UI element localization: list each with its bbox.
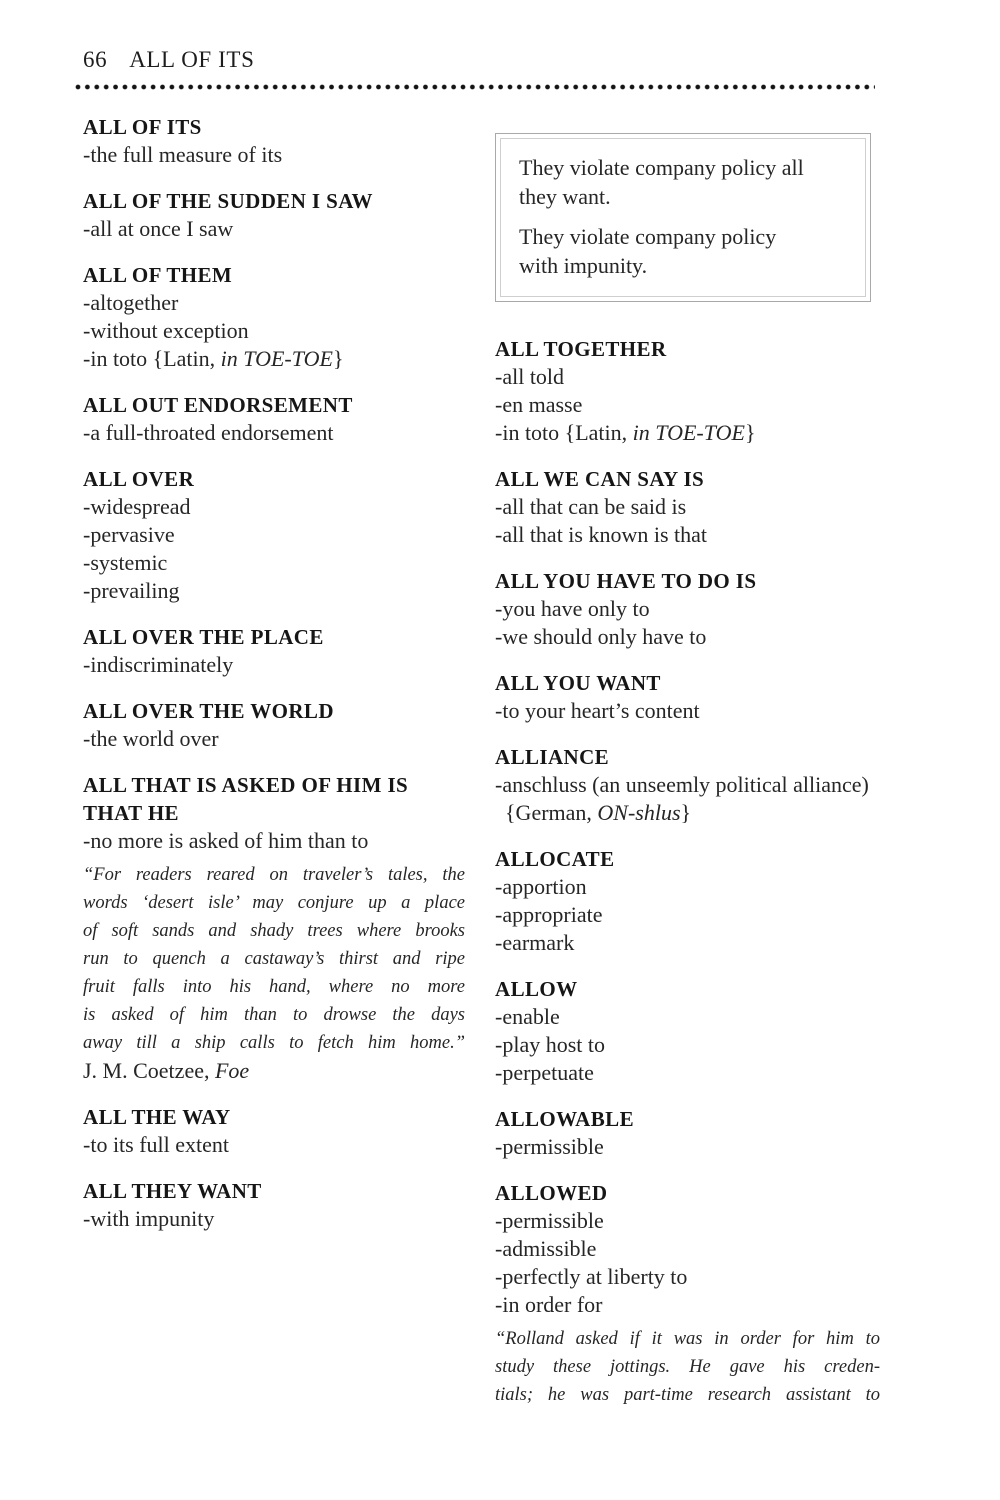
entry-all-of-its bbox=[83, 113, 465, 169]
entry-sense: -with impunity bbox=[83, 1206, 215, 1231]
entry-all-out-endorsement bbox=[83, 391, 465, 447]
entry-sense: -in toto {Latin, in TOE-TOE} bbox=[495, 420, 756, 445]
entry-all-you-have-to-do-is bbox=[495, 567, 880, 651]
entry-sense: -en masse bbox=[495, 392, 583, 417]
entry-sense: -the world over bbox=[83, 726, 219, 751]
quotation-line: words ‘desert isle’ may conjure up a place bbox=[83, 893, 465, 913]
entry-headword: ALLOCATE bbox=[495, 847, 615, 871]
left-column bbox=[83, 113, 465, 1427]
entry-sense: -permissible bbox=[495, 1134, 604, 1159]
entry-sense: -prevailing bbox=[83, 578, 180, 603]
example-box-inner bbox=[500, 138, 866, 297]
entry-headword: ALL OVER THE WORLD bbox=[83, 699, 334, 723]
entry-headword: ALLIANCE bbox=[495, 745, 610, 769]
entry-sense: -all at once I saw bbox=[83, 216, 234, 241]
entry-allowed bbox=[495, 1179, 880, 1409]
running-head-title: ALL OF ITS bbox=[129, 47, 255, 72]
page-number: 66 bbox=[83, 47, 108, 72]
entry-allocate bbox=[495, 845, 880, 957]
entry-all-of-them bbox=[83, 261, 465, 373]
quotation-line: fruit falls into his hand, where no more bbox=[83, 977, 465, 997]
example-sentence: they want. bbox=[519, 184, 611, 209]
dotted-divider bbox=[75, 83, 875, 91]
example-sentence: They violate company policy bbox=[519, 224, 777, 249]
entry-sense: -appropriate bbox=[495, 902, 603, 927]
entry-sense: -we should only have to bbox=[495, 624, 707, 649]
entry-headword: ALL YOU HAVE TO DO IS bbox=[495, 569, 757, 593]
entry-all-you-want bbox=[495, 669, 880, 725]
entry-headword: ALL OF THE SUDDEN I SAW bbox=[83, 189, 373, 213]
entry-headword: ALL WE CAN SAY IS bbox=[495, 467, 705, 491]
entry-sense: -systemic bbox=[83, 550, 168, 575]
entry-sense: -in toto {Latin, in TOE-TOE} bbox=[83, 346, 344, 371]
entry-all-of-the-sudden-i-saw bbox=[83, 187, 465, 243]
entry-allow bbox=[495, 975, 880, 1087]
entry-sense: -altogether bbox=[83, 290, 179, 315]
entry-all-together bbox=[495, 335, 880, 447]
entry-sense: -no more is asked of him than to bbox=[83, 828, 369, 853]
entry-headword: ALL THEY WANT bbox=[83, 1179, 262, 1203]
entry-sense: -play host to bbox=[495, 1032, 605, 1057]
quotation-line: of soft sands and shady trees where brooks bbox=[83, 921, 465, 941]
entry-sense: -indiscriminately bbox=[83, 652, 234, 677]
example-sentence: with impunity. bbox=[519, 253, 648, 278]
entry-headword: ALLOW bbox=[495, 977, 578, 1001]
entry-sense: -earmark bbox=[495, 930, 575, 955]
entry-headword: ALL OF THEM bbox=[83, 263, 233, 287]
entry-all-over-the-place bbox=[83, 623, 465, 679]
entry-sense: -widespread bbox=[83, 494, 191, 519]
quotation-line: “For readers reared on traveler’s tales, the bbox=[83, 865, 465, 885]
entry-sense: -the full measure of its bbox=[83, 142, 283, 167]
quotation-line: run to quench a castaway’s thirst and ripe bbox=[83, 949, 465, 969]
entry-headword: ALL OF ITS bbox=[83, 115, 202, 139]
entry-sense: -perpetuate bbox=[495, 1060, 594, 1085]
entry-headword: ALL OVER THE PLACE bbox=[83, 625, 324, 649]
entry-all-we-can-say-is bbox=[495, 465, 880, 549]
entry-sense: -to your heart’s content bbox=[495, 698, 700, 723]
entry-sense: -pervasive bbox=[83, 522, 175, 547]
example-box bbox=[495, 133, 871, 302]
entry-alliance bbox=[495, 743, 880, 827]
entry-all-the-way bbox=[83, 1103, 465, 1159]
entry-sense: -all that can be said is bbox=[495, 494, 687, 519]
quotation bbox=[83, 861, 465, 1085]
entry-headword: ALL TOGETHER bbox=[495, 337, 667, 361]
entry-sense: -without exception bbox=[83, 318, 249, 343]
quotation-line: is asked of him than to drowse the days bbox=[83, 1005, 465, 1025]
entry-headword: ALL OVER bbox=[83, 467, 195, 491]
quotation-line: “Rolland asked if it was in order for him to bbox=[495, 1329, 880, 1349]
entry-headword: ALL YOU WANT bbox=[495, 671, 661, 695]
entry-sense: -to its full extent bbox=[83, 1132, 230, 1157]
entry-sense: -all told bbox=[495, 364, 565, 389]
example-sentence: They violate company policy all bbox=[519, 155, 804, 180]
entry-headword: ALL THAT IS ASKED OF HIM IS THAT HE bbox=[83, 773, 409, 825]
entry-sense: -admissible bbox=[495, 1236, 597, 1261]
entry-all-over-the-world bbox=[83, 697, 465, 753]
quotation-line: tials; he was part-time research assistant to bbox=[495, 1385, 880, 1405]
entry-sense: -you have only to bbox=[495, 596, 650, 621]
entry-allowable bbox=[495, 1105, 880, 1161]
entry-sense: -enable bbox=[495, 1004, 560, 1029]
quotation bbox=[495, 1325, 880, 1409]
quotation-attribution: J. M. Coetzee, Foe bbox=[83, 1058, 250, 1083]
running-head bbox=[83, 46, 254, 74]
entry-sense: -in order for bbox=[495, 1292, 603, 1317]
quotation-line: study these jottings. He gave his creden- bbox=[495, 1357, 880, 1377]
entry-headword: ALLOWED bbox=[495, 1181, 608, 1205]
entry-all-they-want bbox=[83, 1177, 465, 1233]
two-column-text bbox=[83, 113, 880, 1427]
entry-sense: -perfectly at liberty to bbox=[495, 1264, 688, 1289]
entry-sense: -permissible bbox=[495, 1208, 604, 1233]
entry-sense: -apportion bbox=[495, 874, 587, 899]
entry-sense: -anschluss (an unseemly political alliance) {German, ON-shlus} bbox=[495, 772, 869, 825]
entry-sense: -all that is known is that bbox=[495, 522, 708, 547]
entry-headword: ALLOWABLE bbox=[495, 1107, 634, 1131]
entry-all-that-is-asked-of-him bbox=[83, 771, 465, 1085]
entry-headword: ALL THE WAY bbox=[83, 1105, 231, 1129]
entry-headword: ALL OUT ENDORSEMENT bbox=[83, 393, 353, 417]
entry-all-over bbox=[83, 465, 465, 605]
quotation-line: away till a ship calls to fetch him home.” bbox=[83, 1033, 465, 1053]
right-column bbox=[495, 113, 880, 1427]
entry-sense: -a full-throated endorsement bbox=[83, 420, 334, 445]
